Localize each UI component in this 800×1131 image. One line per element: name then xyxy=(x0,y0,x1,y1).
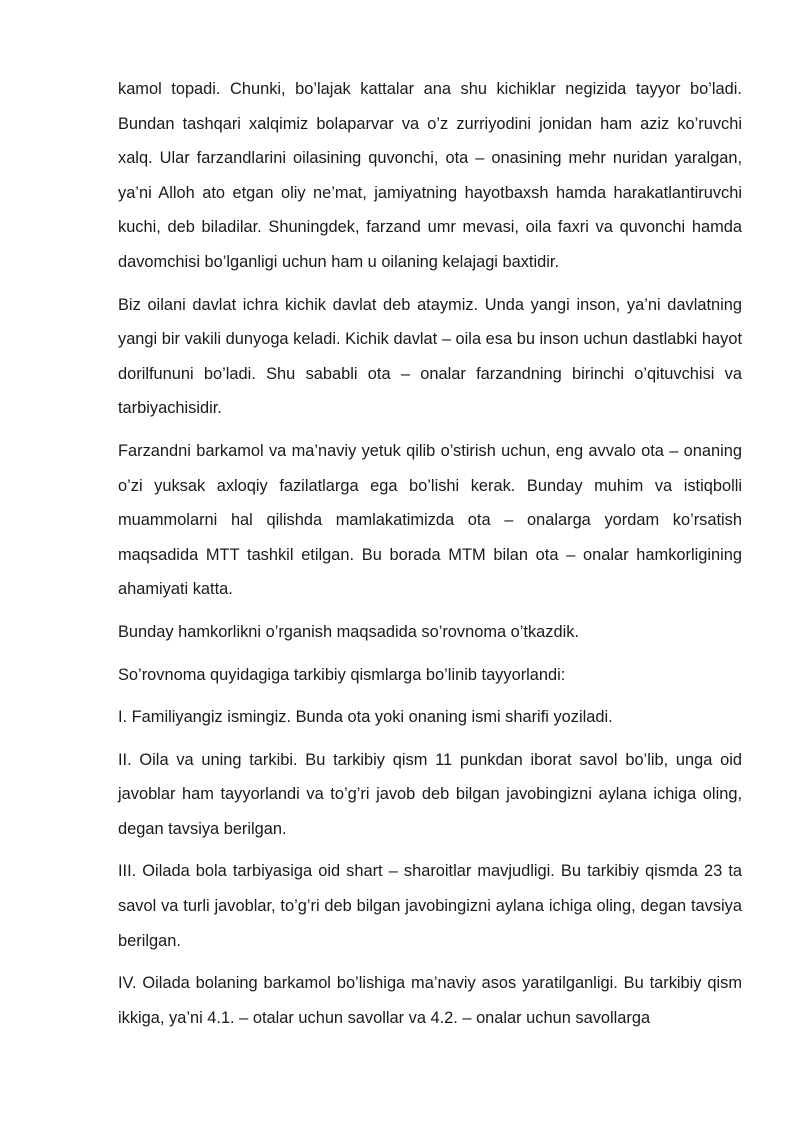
paragraph-7: II. Oila va uning tarkibi. Bu tarkibiy qism 11 punkdan iborat savol bo’lib, unga oid javoblar ham tayyorlandi va to’g’ri javob deb bilgan javobingizni aylana ichiga oling, degan tavsiya berilgan. xyxy=(118,750,742,838)
paragraph-8: III. Oilada bola tarbiyasiga oid shart – sharoitlar mavjudligi. Bu tarkibiy qismda 23 ta savol va turli javoblar, to’g’ri deb bilgan javobingizni aylana ichiga oling, degan tavsiya berilgan. xyxy=(118,862,742,950)
paragraph-6: I. Familiyangiz ismingiz. Bunda ota yoki onaning ismi sharifi yoziladi. xyxy=(118,708,613,727)
document-body xyxy=(118,72,742,1043)
paragraph-1: kamol topadi. Chunki, bo’lajak kattalar ana shu kichiklar negizida tayyor bo’ladi. Bundan tashqari xalqimiz bolaparvar va o’z zurriyodini jonidan ham aziz ko’ruvchi xalq. Ular farzandlarini oilasining quvonchi, ota – onasining mehr nuridan yaralgan, ya’ni Alloh ato etgan oliy ne’mat, jamiyatning hayotbaxsh hamda harakatlantiruvchi kuchi, deb biladilar. Shuningdek, farzand umr mevasi, oila faxri va quvonchi hamda davomchisi bo’lganligi uchun ham u oilaning kelajagi baxtidir. xyxy=(118,80,742,271)
paragraph-2: Biz oilani davlat ichra kichik davlat deb ataymiz. Unda yangi inson, ya’ni davlatning yangi bir vakili dunyoga keladi. Kichik davlat – oila esa bu inson uchun dastlabki hayot dorilfununi bo’ladi. Shu sababli ota – onalar farzandning birinchi o’qituvchisi va tarbiyachisidir. xyxy=(118,295,742,418)
paragraph-4: Bunday hamkorlikni o’rganish maqsadida so’rovnoma o’tkazdik. xyxy=(118,622,579,641)
paragraph-9: IV. Oilada bolaning barkamol bo’lishiga ma’naviy asos yaratilganligi. Bu tarkibiy qism ikkiga, ya’ni 4.1. – otalar uchun savollar va 4.2. – onalar uchun savollarga xyxy=(118,974,742,1027)
paragraph-3: Farzandni barkamol va ma’naviy yetuk qilib o’stirish uchun, eng avvalo ota – onaning o’zi yuksak axloqiy fazilatlarga ega bo’lishi kerak. Bunday muhim va istiqbolli muammolarni hal qilishda mamlakatimizda ota – onalarga yordam ko’rsatish maqsadida MTT tashkil etilgan. Bu borada MTM bilan ota – onalar hamkorligining ahamiyati katta. xyxy=(118,441,742,599)
paragraph-5: So’rovnoma quyidagiga tarkibiy qismlarga bo’linib tayyorlandi: xyxy=(118,665,566,684)
